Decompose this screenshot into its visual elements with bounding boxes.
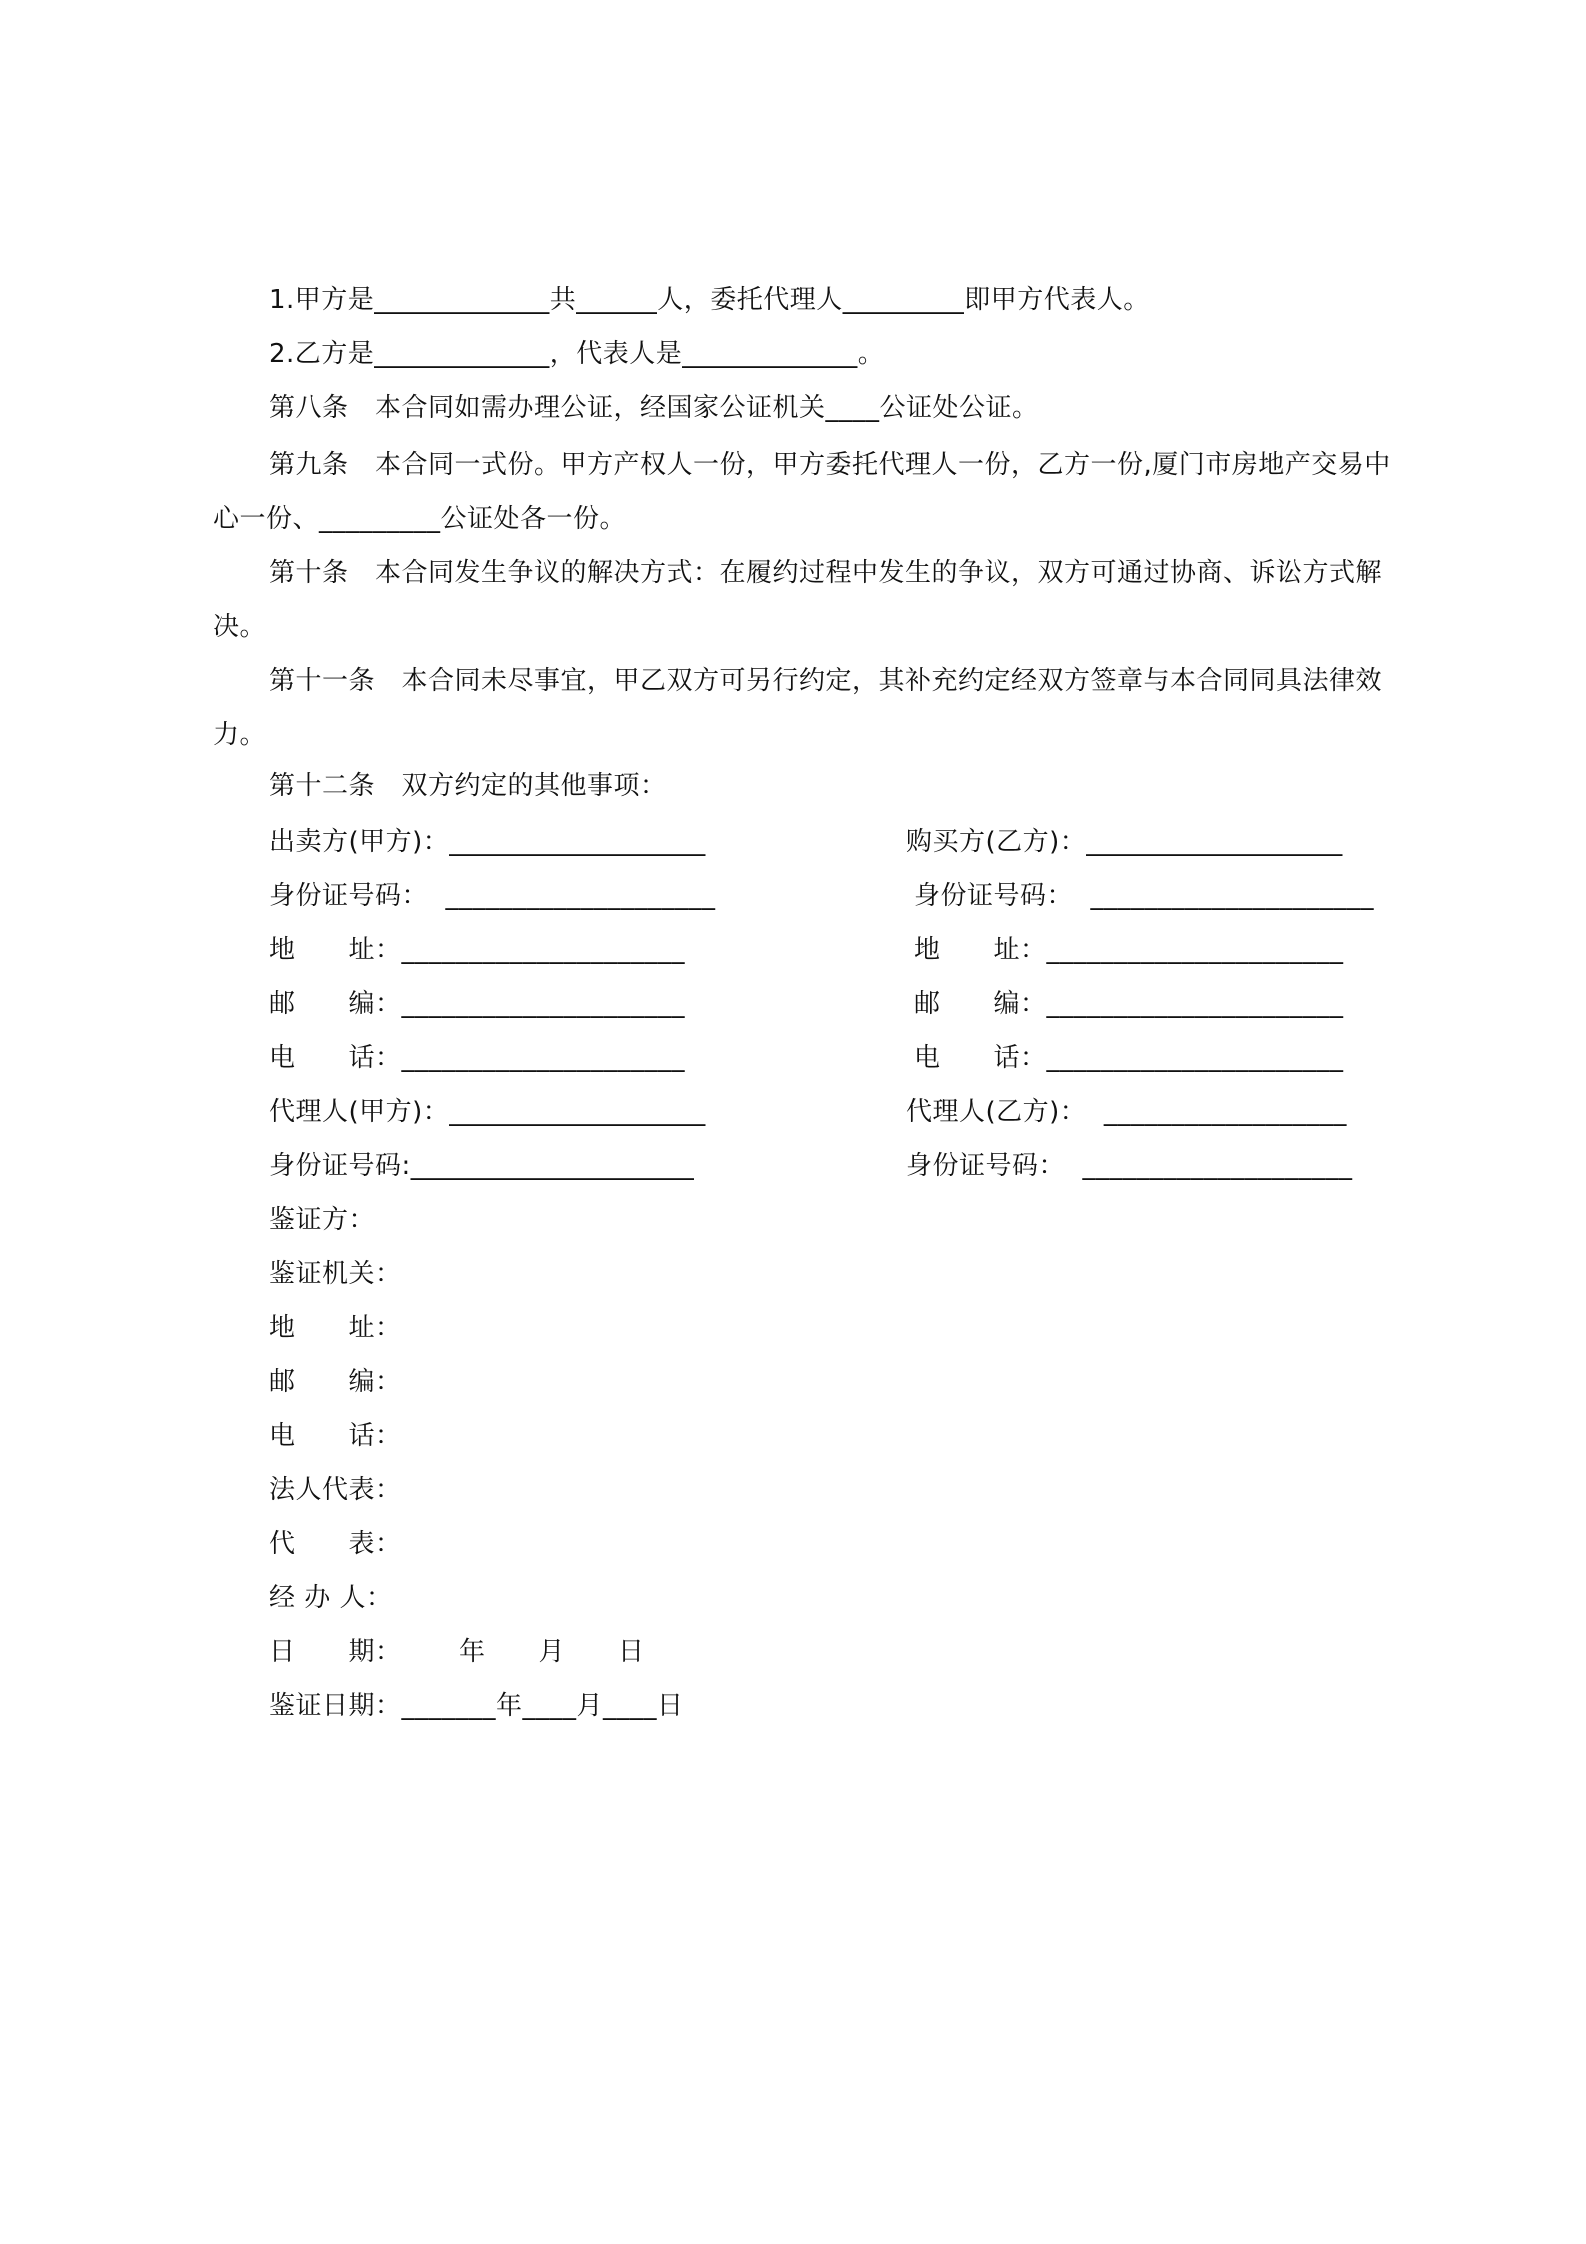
buyer-postcode-field: 邮 编：______________________ <box>914 989 1344 1019</box>
seller-postcode-field: 邮 编：_____________________ <box>269 989 686 1019</box>
notary-handler-label: 经 办 人： <box>269 1583 393 1613</box>
seller-agent-id-field: 身份证号码:_____________________ <box>269 1151 695 1181</box>
buyer-address-field: 地 址：______________________ <box>914 935 1344 965</box>
notary-phone-label: 电 话： <box>269 1421 402 1451</box>
buyer-id-field: 身份证号码： _____________________ <box>914 881 1375 911</box>
clause-party-b: 2.乙方是_____________，代表人是_____________。 <box>269 339 885 369</box>
clause-article-10: 第十条 本合同发生争议的解决方式：在履约过程中发生的争议，双方可通过协商、诉讼方式解决。 <box>213 558 1383 642</box>
notary-legal-rep-label: 法人代表： <box>269 1475 402 1505</box>
buyer-agent-field: 代理人(乙方)： __________________ <box>906 1097 1347 1127</box>
seller-name-field: 出卖方(甲方)：___________________ <box>269 827 706 857</box>
buyer-phone-field: 电 话：______________________ <box>914 1043 1344 1073</box>
clause-article-12: 第十二条 双方约定的其他事项： <box>269 771 667 801</box>
clause-party-a: 1.甲方是_____________共______人，委托代理人_________即甲方代表人。 <box>269 285 1150 315</box>
notary-verification-date: 鉴证日期：_______年____月____日 <box>269 1691 684 1721</box>
clause-article-8: 第八条 本合同如需办理公证，经国家公证机关____公证处公证。 <box>269 393 1039 423</box>
buyer-name-field: 购买方(乙方)：___________________ <box>906 827 1343 857</box>
notary-address-label: 地 址： <box>269 1313 402 1343</box>
notary-party-label: 鉴证方： <box>269 1205 376 1235</box>
notary-rep-label: 代 表： <box>269 1529 402 1559</box>
seller-agent-field: 代理人(甲方)：___________________ <box>269 1097 706 1127</box>
notary-office-label: 鉴证机关： <box>269 1259 402 1289</box>
buyer-agent-id-field: 身份证号码： ____________________ <box>906 1151 1353 1181</box>
clause-article-9: 第九条 本合同一式份。甲方产权人一份，甲方委托代理人一份，乙方一份,厦门市房地产交易中心一份、_________公证处各一份。 <box>213 450 1391 534</box>
seller-id-field: 身份证号码： ____________________ <box>269 881 716 911</box>
seller-address-field: 地 址：_____________________ <box>269 935 686 965</box>
seller-phone-field: 电 话：_____________________ <box>269 1043 686 1073</box>
clause-article-11: 第十一条 本合同未尽事宜，甲乙双方可另行约定，其补充约定经双方签章与本合同同具法律效力。 <box>213 666 1383 750</box>
notary-date-label: 日 期： 年 月 日 <box>269 1637 645 1667</box>
notary-postcode-label: 邮 编： <box>269 1367 402 1397</box>
